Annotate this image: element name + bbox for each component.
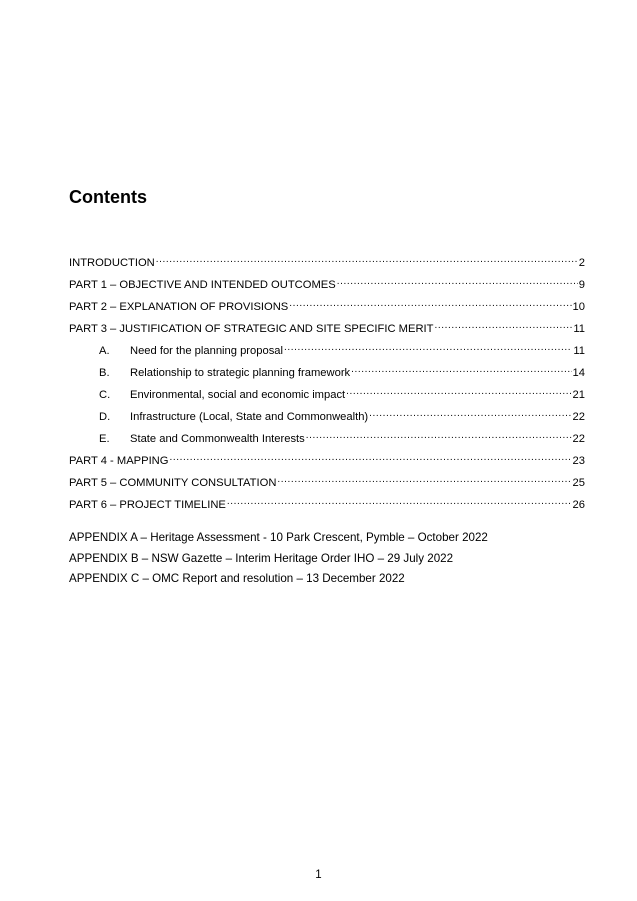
- appendix-a[interactable]: APPENDIX A – Heritage Assessment - 10 Park Crescent, Pymble – October 2022: [69, 531, 488, 544]
- appendix-b[interactable]: APPENDIX B – NSW Gazette – Interim Heritage Order IHO – 29 July 2022: [69, 551, 454, 565]
- toc-dot-leader: [346, 386, 571, 398]
- toc-entry-text: Environmental, social and economic impact: [130, 389, 346, 401]
- toc-entry-text: INTRODUCTION: [69, 257, 155, 269]
- toc-entry-part-3-a[interactable]: [69, 342, 585, 364]
- toc-entry-text: Relationship to strategic planning framework: [130, 367, 351, 379]
- appendix-c[interactable]: APPENDIX C – OMC Report and resolution – 13 December 2022: [69, 572, 405, 585]
- toc-entry-part-6[interactable]: [69, 496, 585, 518]
- toc-entry-text: PART 5 – COMMUNITY CONSULTATION: [69, 477, 277, 489]
- toc-page-number: 2: [578, 257, 585, 269]
- toc-entry-text: PART 3 – JUSTIFICATION OF STRATEGIC AND SITE SPECIFIC MERIT: [69, 323, 434, 335]
- toc-page-number: 25: [572, 477, 585, 489]
- toc-entry-text: PART 1 – OBJECTIVE AND INTENDED OUTCOMES: [69, 279, 336, 291]
- toc-dot-leader: [351, 364, 571, 376]
- toc-entry-text: PART 4 - MAPPING: [69, 455, 169, 467]
- toc-page-number: 9: [578, 279, 585, 291]
- toc-entry-letter: E.: [99, 433, 110, 445]
- toc-entry-text: State and Commonwealth Interests: [130, 433, 305, 445]
- toc-page-number: 23: [572, 455, 585, 467]
- toc-dot-leader: [337, 276, 578, 288]
- toc-dot-leader: [306, 430, 572, 442]
- page-number: 1: [315, 869, 322, 881]
- toc-dot-leader: [156, 254, 578, 266]
- appendix-list: [69, 529, 488, 591]
- page-title: Contents: [69, 187, 147, 207]
- toc-entry-letter: B.: [99, 367, 110, 379]
- toc-entry-part-2[interactable]: [69, 298, 585, 320]
- toc-dot-leader: [284, 342, 572, 354]
- toc-page-number: 21: [572, 389, 585, 401]
- toc-entry-letter: A.: [99, 345, 110, 357]
- table-of-contents: [69, 254, 585, 518]
- toc-dot-leader: [169, 452, 571, 464]
- toc-page-number: 11: [573, 345, 585, 357]
- toc-page-number: 26: [572, 499, 585, 511]
- toc-entry-part-4[interactable]: [69, 452, 585, 474]
- toc-entry-part-3[interactable]: [69, 320, 585, 342]
- toc-dot-leader: [277, 474, 571, 486]
- toc-entry-part-3-d[interactable]: [69, 408, 585, 430]
- toc-entry-letter: D.: [99, 411, 111, 423]
- toc-dot-leader: [434, 320, 572, 332]
- toc-page-number: 22: [572, 411, 585, 423]
- toc-dot-leader: [369, 408, 571, 420]
- toc-entry-text: Need for the planning proposal: [130, 345, 284, 357]
- toc-entry-letter: C.: [99, 389, 111, 401]
- toc-entry-part-3-e[interactable]: [69, 430, 585, 452]
- toc-page-number: 22: [572, 433, 585, 445]
- toc-page-number: 14: [572, 367, 585, 379]
- toc-entry-introduction[interactable]: [69, 254, 585, 276]
- toc-dot-leader: [289, 298, 571, 310]
- toc-entry-part-1[interactable]: [69, 276, 585, 298]
- toc-page-number: 10: [572, 301, 585, 313]
- toc-entry-text: PART 6 – PROJECT TIMELINE: [69, 499, 226, 511]
- toc-entry-text: PART 2 – EXPLANATION OF PROVISIONS: [69, 301, 289, 313]
- toc-entry-text: Infrastructure (Local, State and Commonwealth): [130, 411, 369, 423]
- toc-page-number: 11: [573, 323, 585, 335]
- toc-dot-leader: [227, 496, 572, 508]
- toc-entry-part-3-c[interactable]: [69, 386, 585, 408]
- toc-entry-part-5[interactable]: [69, 474, 585, 496]
- toc-entry-part-3-b[interactable]: [69, 364, 585, 386]
